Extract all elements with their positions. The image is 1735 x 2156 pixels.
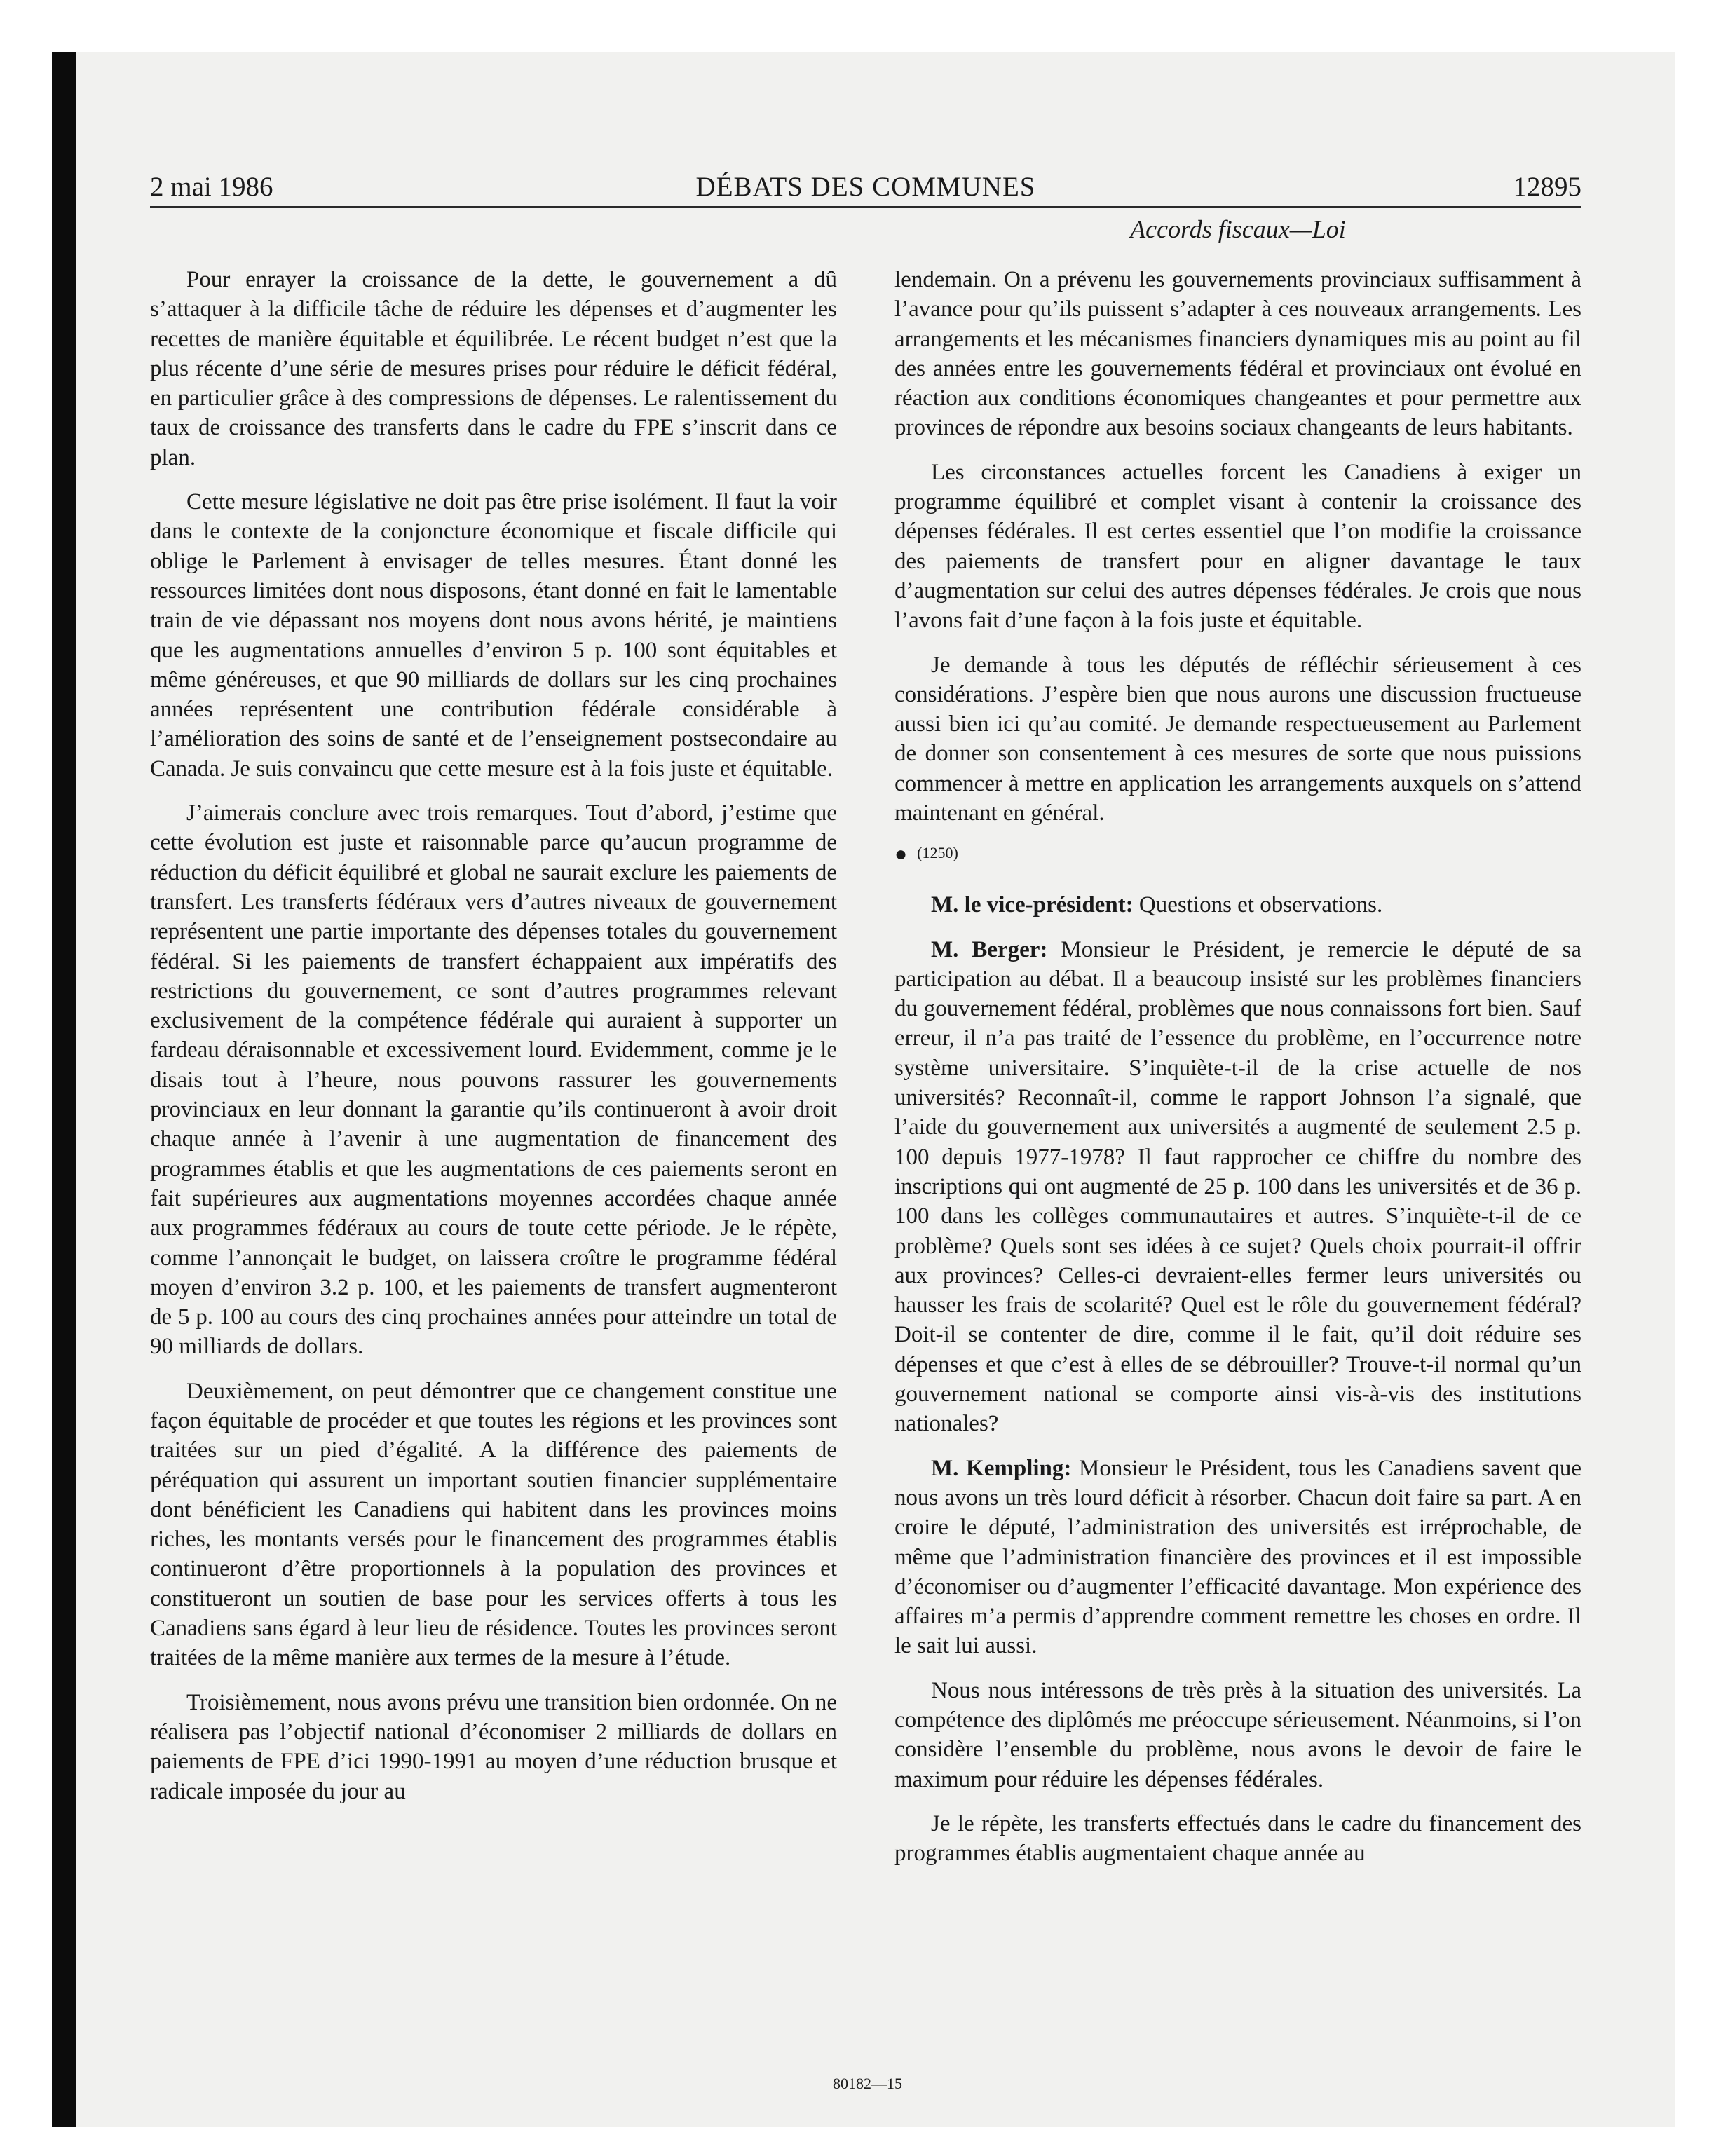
paragraph: Pour enrayer la croissance de la dette, le gouvernement a dû s’attaquer à la difficile tâche de réduire les dépenses et d’augmenter les recettes de manière équitable et équilibrée. Le récent budget n’est que la plus récente d’une série de mesures prises pour réduire le déficit fédéral, en particulier grâce à des compressions de dépenses. Le ralentissement du taux de croissance des transferts dans le cadre du FPE s’inscrit dans ce plan. xyxy=(150,267,837,470)
time-marker-text: (1250) xyxy=(917,844,958,862)
header-page-number: 12895 xyxy=(1513,172,1581,202)
paragraph: Troisièmement, nous avons prévu une transition bien ordonnée. On ne réalisera pas l’objectif national d’économiser 2 milliards de dollars en paiements de FPE d’ici 1990-1991 au moyen d’une réduction brusque et radicale imposée du jour au xyxy=(150,1689,837,1804)
header-date: 2 mai 1986 xyxy=(150,172,273,202)
paragraph: Cette mesure législative ne doit pas être prise isolément. Il faut la voir dans le contexte de la conjoncture économique et fiscale difficile qui oblige le Parlement à envisager de telles mesures. Étant donné les ressources limitées dont nous disposons, étant donné en fait le lamentable train de vie dépassant nos moyens dont nous avons hérité, je maintiens que les augmentations annuelles d’environ 5 p. 100 sont équitables et même généreuses, et que 90 milliards de dollars sur les cinq prochaines années représentent une contribution fédérale considérable à l’amélioration des soins de santé et de l’enseignement postsecondaire au Canada. Je suis convaincu que cette mesure est à la fois juste et équitable. xyxy=(150,489,837,782)
paragraph: Nous nous intéressons de très près à la situation des universités. La compétence des diplômés me préoccupe sérieusement. Néanmoins, si l’on considère l’ensemble du problème, nous avons le devoir de faire le maximum pour réduire les dépenses fédérales. xyxy=(894,1677,1581,1792)
paragraph: lendemain. On a prévenu les gouvernements provinciaux suffisamment à l’avance pour qu’ils puissent s’adapter à ces nouveaux arrangements. Les arrangements et les mécanismes financiers dynamiques mis au point au fil des années entre les gouvernements fédéral et provinciaux ont évolué en réaction aux conditions économiques changeantes et pour permettre aux provinces de répondre aux besoins sociaux changeants de leurs habitants. xyxy=(894,267,1581,441)
running-head: Accords fiscaux—Loi xyxy=(1130,215,1346,243)
paragraph: Les circonstances actuelles forcent les Canadiens à exiger un programme équilibré et complet visant à contenir la croissance des dépenses fédérales. Il est certes essentiel que l’on modifie la croissance des paiements de transfert pour en aligner davantage le taux d’augmentation sur celui des autres dépenses fédérales. Je crois que nous l’avons fait d’une façon à la fois juste et équitable. xyxy=(894,459,1581,634)
speaker-name: M. Berger: xyxy=(931,936,1048,962)
left-column xyxy=(150,265,837,1806)
paragraph: J’aimerais conclure avec trois remarques. Tout d’abord, j’estime que cette évolution est juste et raisonnable parce qu’aucun programme de réduction du déficit équilibré et global ne saurait exclure les paiements de transfert. Les transferts fédéraux vers d’autres niveaux de gouvernement représentent une partie importante des dépenses totales du gouvernement fédéral. Si les paiements de transfert échappaient aux impératifs des restrictions du gouvernement, ce sont d’autres programmes relevant exclusivement de la compétence fédérale qui auraient à supporter un fardeau déraisonnable et excessivement lourd. Evidemment, comme je le disais tout à l’heure, nous pouvons rassurer les gouvernements provinciaux en leur donnant la garantie qu’ils continueront à avoir droit chaque année à l’avenir à une augmentation de financement des programmes établis et que les augmentations de ces paiements seront en fait supérieures aux augmentations moyennes accordées chaque année aux programmes fédéraux au cours de toute cette période. Je le répète, comme l’annonçait le budget, on laissera croître le programme fédéral moyen d’environ 3.2 p. 100, et les paiements de transfert augmenteront de 5 p. 100 au cours des cinq prochaines années pour atteindre un total de 90 milliards de dollars. xyxy=(150,800,837,1360)
speech-paragraph xyxy=(894,890,1581,920)
page-footer: 80182—15 xyxy=(833,2075,902,2092)
speaker-name: M. le vice-président: xyxy=(931,892,1134,918)
speech-paragraph xyxy=(894,935,1581,1439)
header-title: DÉBATS DES COMMUNES xyxy=(695,172,1036,202)
time-marker xyxy=(894,842,1581,865)
speech-text: Monsieur le Président, je remercie le député de sa participation au débat. Il a beaucoup insisté sur les problèmes financiers du gouvernement fédéral, problèmes que nous connaissons fort bien. Sauf erreur, il n’a pas traité de l’essence du problème, en l’occurrence notre système universitaire. S’inquiète-t-il de la crise actuelle de nos universités? Reconnaît-il, comme le rapport Johnson l’a signalé, que l’aide du gouvernement aux universités a augmenté de seulement 2.5 p. 100 depuis 1977-1978? Il faut rapprocher ce chiffre du nombre des inscriptions qui ont augmenté de 25 p. 100 dans les universités et de 36 p. 100 dans les collèges communautaires et autres. S’inquiète-t-il de ce problème? Quels sont ses idées à ce sujet? Quels choix pourrait-il offrir aux provinces? Celles-ci devraient-elles fermer leurs universités ou hausser les frais de scolarité? Quel est le rôle du gouvernement fédéral? Doit-il se contenter de dire, comme il le fait, qu’il doit réduire ses dépenses et que c’est à elles de se débrouiller? Trouve-t-il normal qu’un gouvernement national se comporte ainsi vis-à-vis des institutions nationales? xyxy=(894,936,1581,1437)
speech-text: Monsieur le Président, tous les Canadiens savent que nous avons un très lourd déficit à résorber. Chacun doit faire sa part. A en croire le député, l’administration des universités est irréprochable, de même que l’administration financière des provinces et il est impossible d’économiser ou d’augmenter l’efficacité davantage. Mon expérience des affaires m’a permis d’apprendre comment remettre les choses en ordre. Il le sait lui aussi. xyxy=(894,1455,1582,1659)
paragraph: Je demande à tous les députés de réfléchir sérieusement à ces considérations. J’espère bien que nous aurons une discussion fructueuse aussi bien ici qu’au comité. Je demande respectueusement au Parlement de donner son consentement à ces mesures de sorte que nous puissions commencer à mettre en application les arrangements auxquels on s’attend maintenant en général. xyxy=(894,652,1581,826)
scan-border xyxy=(52,52,76,2127)
speaker-name: M. Kempling: xyxy=(931,1455,1072,1481)
right-column xyxy=(894,265,1581,1869)
page-header xyxy=(150,165,1581,209)
header-rule xyxy=(150,206,1581,208)
speech-text: Questions et observations. xyxy=(1133,892,1383,918)
speech-paragraph xyxy=(894,1454,1581,1661)
bullet-icon: ● xyxy=(894,842,908,866)
paragraph: Je le répète, les transferts effectués dans le cadre du financement des programmes établis augmentaient chaque année au xyxy=(894,1810,1581,1867)
paragraph: Deuxièmement, on peut démontrer que ce changement constitue une façon équitable de procéder et que toutes les régions et les provinces sont traitées sur un pied d’égalité. A la différence des paiements de péréquation qui assurent un important soutien financier supplémentaire dont bénéficient les Canadiens qui habitent dans les provinces moins riches, les montants versés pour le financement des programmes établis continueront d’être proportionnels à la population des provinces et constitueront un soutien de base pour les services offerts à tous les Canadiens sans égard à leur lieu de résidence. Toutes les provinces seront traitées de la même manière aux termes de la mesure à l’étude. xyxy=(150,1378,837,1671)
